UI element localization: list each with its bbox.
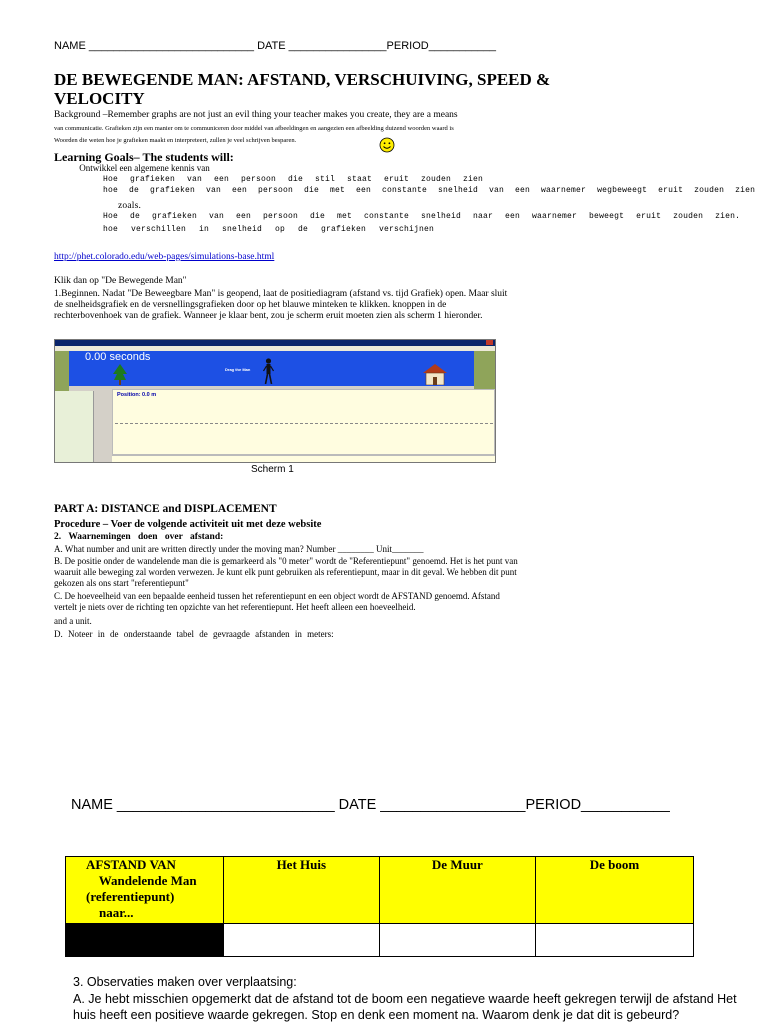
observation-3-question-a: A. Je hebt misschien opgemerkt dat de afstand tot de boom een negatieve waarde heeft gekregen terwijl de afstand Het huis heeft een positieve waarde gekregen. Stop en denk een moment na. Waarom denk je dat dit is gebeurd? (73, 992, 737, 1022)
table-header-row (66, 857, 694, 924)
phet-simulation-link[interactable]: http://phet.colorado.edu/web-pages/simulations-base.html (54, 252, 275, 262)
header-name-date-period-2: NAME ___________________________ DATE __________________PERIOD___________ (71, 797, 670, 813)
question-d: D. Noteer in de onderstaande tabel de gevraagde afstanden in meters: (54, 629, 334, 639)
page-title: DE BEWEGENDE MAN: AFSTAND, VERSCHUIVING, SPEED & VELOCITY (54, 70, 551, 108)
sim-position-graph (112, 389, 495, 455)
table-header-muur: De Muur (379, 857, 535, 924)
question-c: C. De hoeveelheid van een bepaalde eenheid tussen het referentiepunt en een object wordt de AFSTAND genoemd. Afstand vertelt je niets over de richting ten opzichte van het referentiepunt. Het heeft alleen een hoeveelheid. (54, 591, 500, 612)
house-icon (423, 364, 447, 385)
walking-man-icon (263, 358, 274, 384)
learning-goals-lead: Ontwikkel een algemene kennis van (70, 163, 201, 173)
simulation-screenshot (54, 339, 496, 463)
learning-goal-2: hoe de grafieken van een persoon die met een constante snelheid van een waarnemer wegbeweegt eruit zouden zien (103, 186, 756, 195)
sim-control-panel (55, 391, 94, 462)
instruction-click: Klik dan op "De Bewegende Man" (54, 276, 187, 286)
question-a: A. What number and unit are written directly under the moving man? Number ________ Unit_______ (54, 544, 424, 554)
table-header-boom: De boom (535, 857, 693, 924)
table-header-afstand: AFSTAND VAN Wandelende Man (referentiepunt) naar... (66, 857, 224, 924)
table-cell-blacked (66, 924, 224, 957)
table-cell-muur[interactable] (379, 924, 535, 957)
table-row (66, 924, 694, 957)
screen-caption: Scherm 1 (251, 464, 294, 475)
learning-goal-2-continued: zoals. (118, 201, 142, 211)
sim-drag-label: Drag the Man (225, 367, 251, 372)
table-header-huis: Het Huis (223, 857, 379, 924)
sim-velocity-bar (112, 455, 495, 463)
background-line-1: Background –Remember graphs are not just an evil thing your teacher makes you create, they are a means (54, 110, 458, 120)
tree-icon (113, 364, 127, 385)
question-b: B. De positie onder de wandelende man die is gemarkeerd als "0 meter" wordt de "Referentiepunt" genoemd. Het is het punt van waaruit alle beweging zal worden verwezen. Je kunt elk punt gebruiken als referentiepunt, maar in dit geval. We hebben dit punt gekozen als ons start "referentiepunt" (54, 556, 518, 588)
observation-3-title: 3. Observaties maken over verplaatsing: (73, 975, 297, 989)
table-cell-boom[interactable] (535, 924, 693, 957)
header-name-date-period: NAME ___________________________ DATE ________________PERIOD___________ (54, 40, 496, 52)
background-line-3: Woorden die weten hoe je grafieken maakt en interpreteert, zullen je veel schrijven besparen. (54, 137, 297, 144)
procedure-title: Procedure – Voer de volgende activiteit uit met deze website (54, 519, 322, 530)
smiley-icon (379, 137, 395, 153)
table-cell-huis[interactable] (223, 924, 379, 957)
sim-time-readout: 0.00 seconds (85, 351, 151, 363)
sim-position-label: Position: 0.0 m (117, 392, 157, 398)
distance-table (65, 856, 694, 957)
observations-title: 2. Waarnemingen doen over afstand: (54, 532, 224, 542)
learning-goals-title: Learning Goals– The students will: (54, 150, 234, 164)
learning-goal-3: Hoe de grafieken van een persoon die met constante snelheid naar een waarnemer beweegt eruit zouden zien. (103, 212, 741, 221)
sim-scene (69, 351, 474, 386)
part-a-title: PART A: DISTANCE and DISPLACEMENT (54, 503, 277, 515)
background-line-2: van communicatie. Grafieken zijn een manier om te communiceren door middel van afbeeldingen en aangezien een afbeelding duizend woorden waard is (54, 125, 454, 132)
learning-goal-4: hoe verschillen in snelheid op de grafieken verschijnen (103, 225, 435, 234)
step-1-instructions: 1.Beginnen. Nadat "De Beweegbare Man" is geopend, laat de positiediagram (afstand vs. tijd Grafiek) open. Maar sluit de snelheidsgrafiek en de versnellingsgrafieken door op het blauwe minteken te klikken. knoppen in de rechterbovenhoek van de grafiek. Wanneer je klaar bent, zou je scherm eruit moeten zien als scherm 1 hieronder. (54, 289, 508, 321)
sim-zero-line (115, 423, 493, 424)
learning-goal-1: Hoe grafieken van een persoon die stil staat eruit zouden zien (103, 175, 484, 184)
sim-close-icon (486, 340, 493, 345)
question-c-continued: and a unit. (54, 616, 92, 626)
